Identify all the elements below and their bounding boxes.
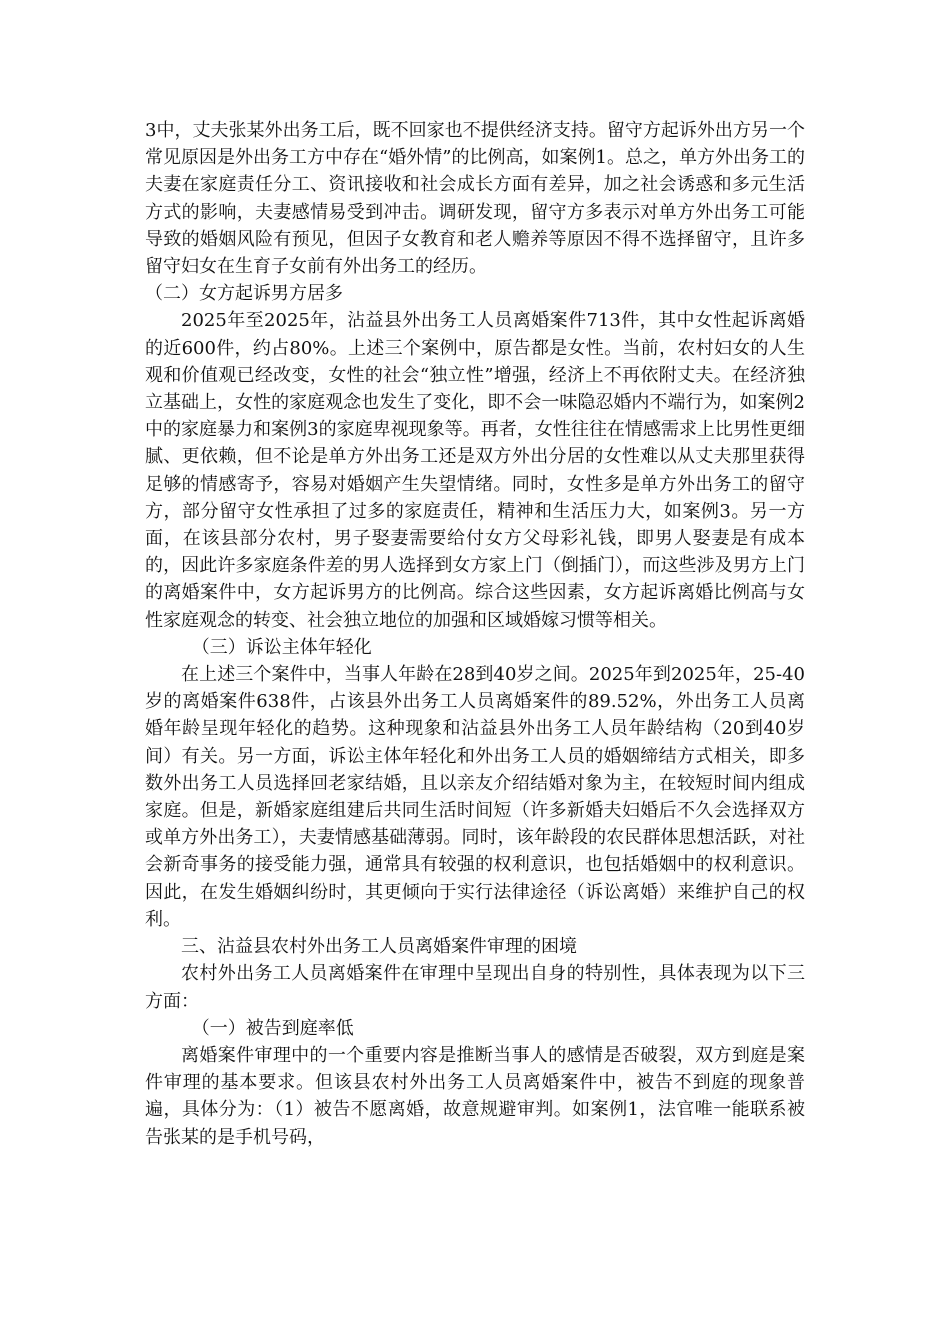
section-heading-2: （二）女方起诉男方居多 [145, 283, 343, 305]
paragraph-continuation: 3中，丈夫张某外出务工后，既不回家也不提供经济支持。留守方起诉外出方另一个常见原因是外出务工方中存在“婚外情”的比例高，如案例1。总之，单方外出务工的夫妻在家庭责任分工、资讯接收和社会成长方面有差异，加之社会诱惑和多元生活方式的影响，夫妻感情易受到冲击。调研发现，留守方多表示对单方外出务工可能导致的婚姻风险有预见，但因子女教育和老人赡养等原因不得不选择留守，且许多留守妇女在生育子女前有外出务工的经历。 [145, 120, 805, 278]
chapter-heading-3: 三、沾益县农村外出务工人员离婚案件审理的困境 [181, 936, 577, 958]
paragraph-women-plaintiffs: 2025年至2025年，沾益县外出务工人员离婚案件713件，其中女性起诉离婚的近600件，约占80%。上述三个案例中，原告都是女性。当前，农村妇女的人生观和价值观已经改变，女性的社会“独立性”增强，经济上不再依附丈夫。在经济独立基础上，女性的家庭观念也发生了变化，即不会一味隐忍婚内不端行为，如案例2中的家庭暴力和案例3的家庭卑视现象等。再者，女性往往在情感需求上比男性更细腻、更依赖，但不论是单方外出务工还是双方外出分居的女性难以从丈夫那里获得足够的情感寄予，容易对婚姻产生失望情绪。同时，女性多是单方外出务工的留守方，部分留守女性承担了过多的家庭责任，精神和生活压力大，如案例3。另一方面，在该县部分农村，男子娶妻需要给付女方父母彩礼钱，即男人娶妻是有成本的，因此许多家庭条件差的男人选择到女方家上门（倒插门），而这些涉及男方上门的离婚案件中，女方起诉男方的比例高。综合这些因素，女方起诉离婚比例高与女性家庭观念的转变、社会独立地位的加强和区域婚嫁习惯等相关。 [145, 310, 805, 631]
paragraph-younger-litigants: 在上述三个案件中，当事人年龄在28到40岁之间。2025年到2025年，25-40岁的离婚案件638件，占该县外出务工人员离婚案件的89.52%，外出务工人员离婚年龄呈现年轻化的趋势。这种现象和沾益县外出务工人员年龄结构（20到40岁间）有关。另一方面，诉讼主体年轻化和外出务工人员的婚姻缔结方式相关，即多数外出务工人员选择回老家结婚，且以亲友介绍结婚对象为主，在较短时间内组成家庭。但是，新婚家庭组建后共同生活时间短（许多新婚夫妇婚后不久会选择双方或单方外出务工），夫妻情感基础薄弱。同时，该年龄段的农民群体思想活跃，对社会新奇事务的接受能力强，通常具有较强的权利意识，也包括婚姻中的权利意识。因此，在发生婚姻纠纷时，其更倾向于实行法律途径（诉讼离婚）来维护自己的权利。 [145, 664, 805, 930]
document-body [145, 117, 805, 1151]
section-heading-1: （一）被告到庭率低 [191, 1017, 354, 1039]
section-heading-3: （三）诉讼主体年轻化 [191, 636, 372, 658]
paragraph-chapter-intro: 农村外出务工人员离婚案件在审理中呈现出自身的特别性，具体表现为以下三方面： [145, 963, 805, 1012]
paragraph-defendant-absence: 离婚案件审理中的一个重要内容是推断当事人的感情是否破裂，双方到庭是案件审理的基本要求。但该县农村外出务工人员离婚案件中，被告不到庭的现象普遍，具体分为：（1）被告不愿离婚，故意规避审判。如案例1，法官唯一能联系被告张某的是手机号码， [145, 1044, 805, 1148]
